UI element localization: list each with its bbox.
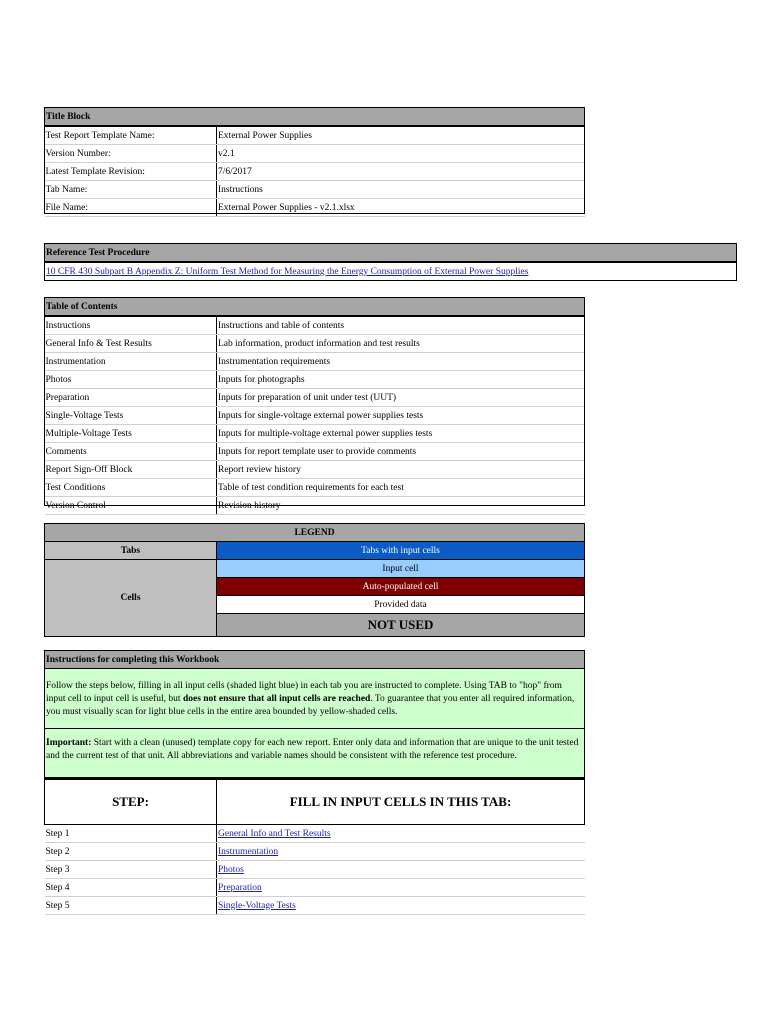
legend-provided-data: Provided data [217, 596, 585, 614]
toc-row [45, 407, 585, 425]
instructions-section [44, 650, 585, 915]
toc-tab-name: Report Sign-Off Block [45, 464, 133, 475]
toc-header: Table of Contents [45, 298, 585, 317]
legend-input-cell: Input cell [217, 560, 585, 578]
toc-row [45, 461, 585, 479]
toc-description: Inputs for report template user to provide comments [218, 446, 417, 457]
toc-row [45, 353, 585, 371]
toc-description: Instrumentation requirements [218, 356, 331, 367]
step-row [45, 843, 585, 861]
toc-tab-name: Version Control [45, 500, 106, 511]
step-column-header: STEP: [45, 779, 217, 825]
toc-description: Revision history [218, 500, 281, 511]
step-tab-link[interactable]: Photos [218, 864, 244, 875]
toc-tab-name: Instructions [45, 320, 91, 331]
toc-description: Inputs for photographs [218, 374, 305, 385]
toc-description: Inputs for single-voltage external power supplies tests [218, 410, 424, 421]
title-block-row [45, 145, 585, 163]
instructions-paragraph-2: Important: Start with a clean (unused) template copy for each new report. Enter only data and information that are unique to the unit tested and the current test of that unit. All abbreviations and variable names should be consistent with the reference test procedure. [45, 729, 585, 778]
step-label: Step 4 [45, 882, 70, 893]
toc-row [45, 316, 585, 335]
title-block-row [45, 163, 585, 181]
toc-tab-name: Single-Voltage Tests [45, 410, 124, 421]
title-block-value: Instructions [218, 184, 263, 195]
title-block-value: 7/6/2017 [218, 166, 252, 177]
title-block-label: Latest Template Revision: [45, 166, 145, 177]
title-block-value: External Power Supplies - v2.1.xlsx [218, 202, 355, 213]
title-block-value: External Power Supplies [218, 130, 312, 141]
title-block-row [45, 181, 585, 199]
toc-tab-name: General Info & Test Results [45, 338, 152, 349]
legend-auto-cell: Auto-populated cell [217, 578, 585, 596]
toc-description: Report review history [218, 464, 301, 475]
reference-test-procedure [44, 243, 737, 281]
table-of-contents [44, 297, 585, 515]
instructions-paragraph-1: Follow the steps below, filling in all input cells (shaded light blue) in each tab you are instructed to complete. Using TAB to "hop" from input cell to input cell is useful, but does not ensure that all input cells are reached. To guarantee that you enter all required information, you must visually scan for light blue cells in the entire area bounded by yellow-shaded cells. [45, 669, 585, 729]
toc-tab-name: Instrumentation [45, 356, 106, 367]
toc-description: Inputs for multiple-voltage external power supplies tests [218, 428, 433, 439]
title-block-row [45, 199, 585, 217]
title-block-label: Test Report Template Name: [45, 130, 155, 141]
toc-row [45, 425, 585, 443]
step-label: Step 3 [45, 864, 70, 875]
step-label: Step 5 [45, 900, 70, 911]
legend-title: LEGEND [45, 524, 585, 542]
reference-header: Reference Test Procedure [45, 244, 737, 263]
toc-description: Inputs for preparation of unit under test (UUT) [218, 392, 397, 403]
toc-tab-name: Photos [45, 374, 72, 385]
toc-tab-name: Comments [45, 446, 87, 457]
legend [44, 523, 585, 637]
title-block [44, 107, 585, 217]
toc-description: Lab information, product information and test results [218, 338, 420, 349]
tab-column-header: FILL IN INPUT CELLS IN THIS TAB: [217, 779, 585, 825]
toc-description: Table of test condition requirements for each test [218, 482, 404, 493]
instructions-header: Instructions for completing this Workbook [45, 651, 585, 669]
title-block-label: Tab Name: [45, 184, 88, 195]
toc-tab-name: Preparation [45, 392, 90, 403]
step-label: Step 1 [45, 828, 70, 839]
legend-tabs-label: Tabs [45, 542, 217, 560]
toc-row [45, 371, 585, 389]
reference-link[interactable]: 10 CFR 430 Subpart B Appendix Z: Uniform Test Method for Measuring the Energy Consumption of External Power Supplies [46, 266, 529, 277]
toc-row [45, 479, 585, 497]
step-row [45, 825, 585, 843]
toc-row [45, 497, 585, 515]
title-block-label: File Name: [45, 202, 88, 213]
legend-not-used: NOT USED [217, 614, 585, 637]
toc-description: Instructions and table of contents [218, 320, 345, 331]
title-block-label: Version Number: [45, 148, 111, 159]
step-row [45, 879, 585, 897]
legend-tabs-swatch: Tabs with input cells [217, 542, 585, 560]
legend-cells-label: Cells [45, 560, 217, 637]
toc-row [45, 443, 585, 461]
step-label: Step 2 [45, 846, 70, 857]
toc-tab-name: Multiple-Voltage Tests [45, 428, 132, 439]
step-tab-link[interactable]: General Info and Test Results [218, 828, 331, 839]
step-tab-link[interactable]: Instrumentation [218, 846, 279, 857]
step-tab-link[interactable]: Preparation [218, 882, 262, 893]
step-tab-link[interactable]: Single-Voltage Tests [218, 900, 296, 911]
toc-row [45, 389, 585, 407]
step-row [45, 861, 585, 879]
title-block-row [45, 126, 585, 145]
step-row [45, 897, 585, 915]
toc-row [45, 335, 585, 353]
title-block-value: v2.1 [218, 148, 235, 159]
title-block-header: Title Block [45, 108, 585, 127]
toc-tab-name: Test Conditions [45, 482, 106, 493]
